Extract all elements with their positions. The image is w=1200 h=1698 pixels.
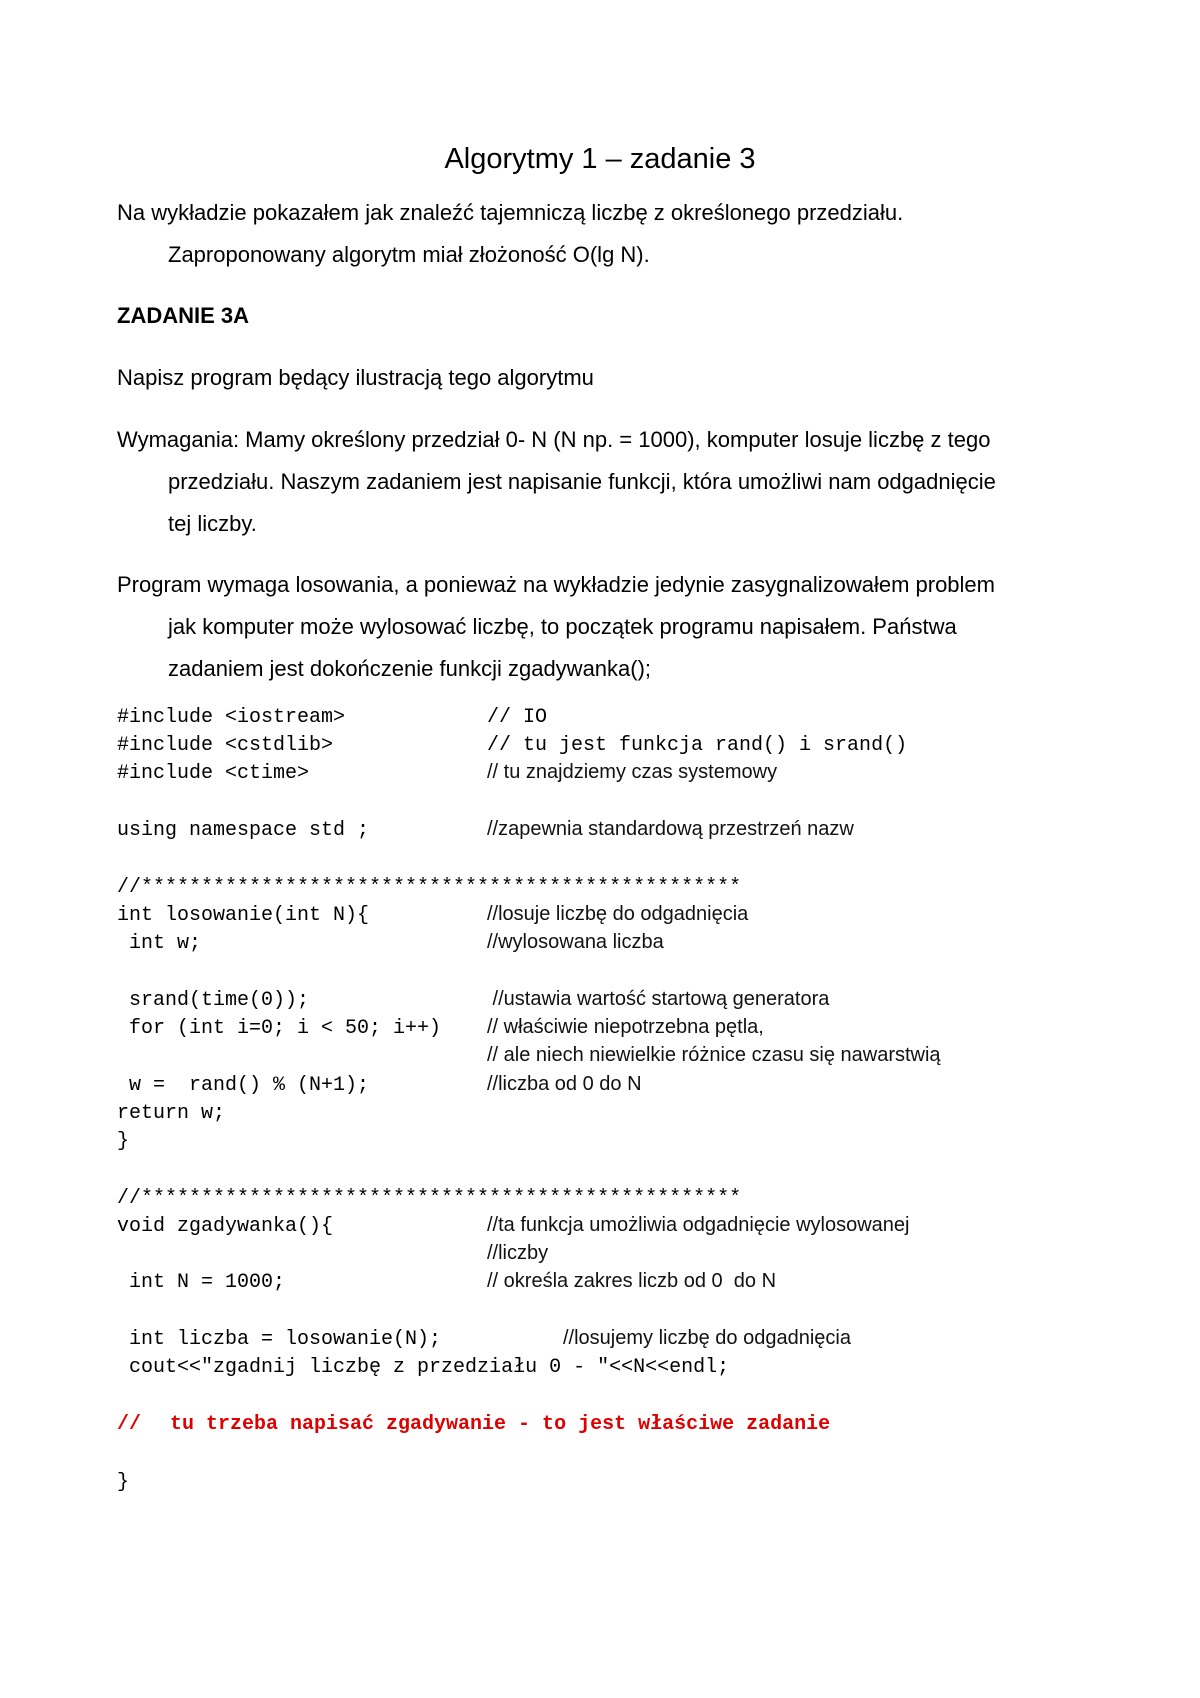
code-zgadywanka-signature: void zgadywanka(){ [117,1215,334,1238]
code-losowanie-signature: int losowanie(int N){ [117,904,370,927]
code-include-ctime: #include <ctime> [117,762,310,785]
code-comment-assign: //liczba od 0 do N [487,1073,642,1095]
code-include-cstdlib: #include <cstdlib> [117,734,334,757]
code-todo-comment: tu trzeba napisać zgadywanie - to jest właściwe zadanie [170,1413,831,1436]
code-separator-1: //************************************************** [117,876,742,899]
program-note-line-1: Program wymaga losowania, a ponieważ na wykładzie jedynie zasygnalizowałem problem [117,572,995,597]
code-assign-w: w = rand() % (N+1); [117,1074,370,1097]
code-comment-io: // IO [487,706,548,729]
code-srand: srand(time(0)); [117,989,310,1012]
code-comment-for-2: // ale niech niewielkie różnice czasu się nawarstwią [487,1044,941,1066]
code-int-liczba: int liczba = losowanie(N); [117,1328,442,1351]
task-text: Napisz program będący ilustracją tego algorytmu [117,365,594,390]
intro-line-2: Zaproponowany algorytm miał złożoność O(lg N). [168,242,650,267]
program-note-line-2: jak komputer może wylosować liczbę, to początek programu napisałem. Państwa [168,614,957,639]
code-comment-int-n: // określa zakres liczb od 0 do N [487,1270,777,1292]
requirements-line-2: przedziału. Naszym zadaniem jest napisanie funkcji, która umożliwi nam odgadnięcie [168,469,996,494]
code-todo-slashes: // [117,1413,142,1436]
section-heading: ZADANIE 3A [117,303,250,328]
code-return: return w; [117,1102,226,1125]
code-comment-liczba: //losujemy liczbę do odgadnięcia [563,1327,851,1349]
code-comment-w: //wylosowana liczba [487,931,664,953]
requirements-line-3: tej liczby. [168,511,257,536]
code-separator-2: //************************************************** [117,1187,742,1210]
code-cout: cout<<"zgadnij liczbę z przedziału 0 - "<<N<<endl; [117,1356,730,1379]
code-comment-srand: //ustawia wartość startową generatora [487,988,830,1010]
code-comment-losowanie: //losuje liczbę do odgadnięcia [487,903,749,925]
code-closing-brace-2: } [117,1471,130,1494]
code-comment-for: // właściwie niepotrzebna pętla, [487,1016,764,1038]
code-closing-brace-1: } [117,1130,130,1153]
document-title: Algorytmy 1 – zadanie 3 [444,143,756,175]
code-comment-zgadywanka-2: //liczby [487,1242,549,1264]
code-int-w: int w; [117,932,202,955]
code-comment-zgadywanka: //ta funkcja umożliwia odgadnięcie wylosowanej [487,1214,910,1236]
code-comment-ctime: // tu znajdziemy czas systemowy [487,761,778,783]
requirements-line-1: Wymagania: Mamy określony przedział 0- N (N np. = 1000), komputer losuje liczbę z tego [117,427,991,452]
code-comment-rand: // tu jest funkcja rand() i srand() [487,734,908,757]
program-note-line-3: zadaniem jest dokończenie funkcji zgadywanka(); [168,656,652,681]
code-comment-namespace: //zapewnia standardową przestrzeń nazw [487,818,854,840]
code-include-iostream: #include <iostream> [117,706,346,729]
code-for-loop: for (int i=0; i < 50; i++) [117,1017,442,1040]
intro-line-1: Na wykładzie pokazałem jak znaleźć tajemniczą liczbę z określonego przedziału. [117,200,904,225]
code-int-n: int N = 1000; [117,1271,286,1294]
code-using-namespace: using namespace std ; [117,819,370,842]
